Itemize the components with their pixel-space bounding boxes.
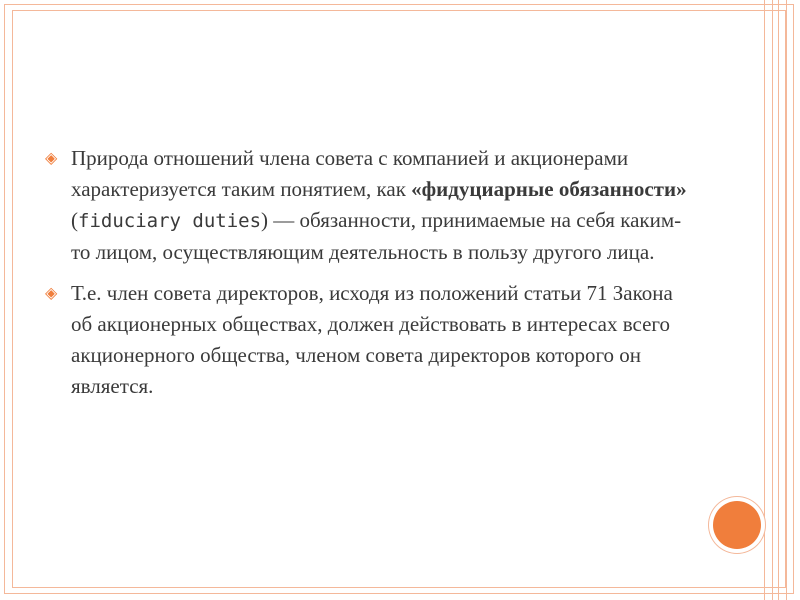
orange-diamond-bullet-icon: ◈	[45, 150, 58, 167]
bullet-item-1	[45, 143, 695, 268]
bullet-1-close-paren: )	[261, 208, 269, 232]
bullet-item-2	[45, 278, 695, 402]
bullet-1-english-term: fiduciary duties	[78, 210, 262, 232]
right-decorative-stripes	[764, 0, 788, 600]
bullet-1-open-paren: (	[71, 208, 78, 232]
decorative-orange-circle	[713, 501, 761, 549]
bullet-1-intro: Природа отношений члена совета с компанией и акционерами характеризуется таким понятием, как	[71, 146, 629, 201]
orange-diamond-bullet-icon: ◈	[45, 285, 58, 302]
bullet-2-text: Т.е. член совета директоров, исходя из положений статьи 71 Закона об акционерных обществах, должен действовать в интересах всего акционерного общества, членом совета директоров которого он является.	[71, 281, 673, 398]
slide-content	[45, 143, 695, 412]
bullet-1-term: «фидуциарные обязанности»	[411, 177, 687, 201]
bullet-1-rest: — обязанности, принимаемые на себя каким-то лицом, осуществляющим деятельность в пользу другого лица.	[71, 208, 682, 264]
